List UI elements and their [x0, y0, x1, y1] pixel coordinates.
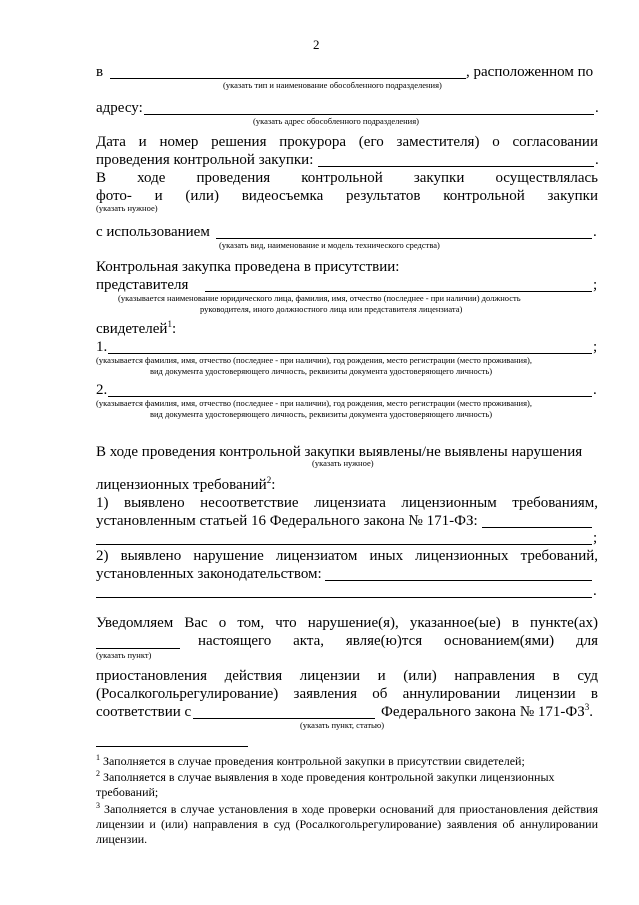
notice-point-field[interactable] [96, 648, 180, 649]
violations-text: лицензионных требований [96, 477, 267, 493]
notice-line-1: Уведомляем Вас о том, что нарушение(я), указанное(ые) в пункте(ах) [96, 615, 598, 631]
word: В [96, 170, 107, 186]
notice-line-2: настоящего акта, являе(ю)тся основанием(ями) для [198, 633, 598, 649]
witness-2-hint-2: вид документа удостоверяющего личность, реквизиты документа удостоверяющего личность) [150, 409, 493, 419]
using-end: . [593, 224, 597, 240]
word: контрольной [301, 170, 383, 186]
address-label: адресу: [96, 100, 143, 116]
footnote-number: 3 [96, 801, 100, 810]
address-field[interactable] [144, 114, 594, 115]
notice-line-5-prefix: соответствии с [96, 704, 192, 720]
witness-1-number: 1. [96, 339, 108, 355]
address-end: . [595, 100, 599, 116]
representative-field[interactable] [205, 291, 592, 292]
word: осуществлялась [495, 170, 598, 186]
notice-line-5-suffix [381, 703, 593, 721]
witness-2-number: 2. [96, 382, 108, 398]
representative-hint-2: руководителя, иного должностного лица или представителя лицензиата) [200, 304, 463, 314]
violation-item-1-end: ; [593, 530, 598, 546]
witness-1-field[interactable] [108, 353, 592, 354]
subdivision-type-hint: (указать тип и наименование обособленного подразделения) [223, 80, 442, 90]
footnote-ref-2: 2 [266, 475, 272, 485]
violation-item-2-line-1: 2) выявлено нарушение лицензиатом иных лицензионных требований, [96, 548, 598, 564]
witness-1-end: ; [593, 339, 598, 355]
footnote-2 [96, 770, 598, 800]
prosecutor-end: . [595, 152, 599, 168]
v-prefix: в [96, 64, 104, 80]
witness-1-hint-1: (указывается фамилия, имя, отчество (последнее - при наличии), год рождения, место регистрации (место проживания), [96, 355, 532, 365]
prosecutor-decision-field[interactable] [318, 166, 594, 167]
colon: : [171, 321, 177, 337]
representative-end: ; [593, 277, 598, 293]
word: результатов [346, 188, 421, 204]
technical-means-hint: (указать вид, наименование и модель технического средства) [219, 240, 440, 250]
footnote-1 [96, 754, 598, 769]
violation-item-2-field-b[interactable] [96, 597, 592, 598]
word: проведения [196, 170, 271, 186]
word: контрольной [443, 188, 525, 204]
violations-line-2 [96, 476, 275, 494]
representative-label: представителя [96, 277, 189, 293]
photo-row-2 [96, 187, 598, 205]
colon: : [271, 477, 276, 493]
representative-hint-1: (указывается наименование юридического лица, фамилия, имя, отчество (последнее - при наличии) должность [118, 293, 521, 303]
word: (или) [185, 188, 219, 204]
article-hint: (указать пункт, статью) [300, 720, 385, 730]
notice-line-3: приостановления действия лицензии и (или) направления в суд [96, 668, 598, 684]
footnote-separator [96, 746, 248, 747]
violations-line-1: В ходе проведения контрольной закупки выявлены/не выявлены нарушения [96, 444, 583, 460]
footnote-text: Заполняется в случае выявления в ходе проведения контрольной закупки лицензионных требований; [96, 770, 555, 799]
word: фото- [96, 188, 132, 204]
violation-item-2-field-a[interactable] [325, 580, 592, 581]
address-hint: (указать адрес обособленного подразделения) [253, 116, 419, 126]
footnote-3 [96, 802, 598, 847]
footnote-text: Заполняется в случае установления в ходе проверки оснований для приостановления действия лицензии и (или) направления в суд (Росалкогольрегулирование) заявления об аннулировании лицензии. [96, 802, 598, 846]
violation-item-1-field-a[interactable] [482, 527, 592, 528]
page-number: 2 [313, 37, 320, 52]
presence-heading: Контрольная закупка проведена в присутствии: [96, 259, 400, 275]
word: видеосъемка [241, 188, 324, 204]
law-text: Федерального закона № 171-ФЗ [381, 704, 585, 720]
footnote-number: 1 [96, 753, 100, 762]
witness-2-end: . [593, 382, 597, 398]
violation-item-2-end: . [593, 583, 597, 599]
footnote-ref-1: 1 [167, 319, 172, 329]
word: закупки [413, 170, 465, 186]
violation-item-2-line-2: установленных законодательством: [96, 566, 322, 582]
article-field[interactable] [193, 718, 375, 719]
prosecutor-line-2: проведения контрольной закупки: [96, 152, 314, 168]
photo-row-1 [96, 169, 598, 187]
notice-line-4: (Росалкогольрегулирование) заявления об аннулировании лицензии в [96, 686, 598, 702]
witness-2-field[interactable] [108, 396, 592, 397]
located-at-text: , расположенном по [466, 64, 594, 80]
footnote-ref-3: 3 [584, 702, 590, 712]
violation-item-1-field-b[interactable] [96, 544, 592, 545]
word: ходе [137, 170, 166, 186]
notice-point-hint: (указать пункт) [96, 650, 152, 660]
word: и [154, 188, 163, 204]
technical-means-field[interactable] [216, 238, 592, 239]
period: . [589, 704, 593, 720]
prosecutor-line-1: Дата и номер решения прокурора (его заместителя) о согласовании [96, 134, 598, 150]
footnote-text: Заполняется в случае проведения контрольной закупки в присутствии свидетелей; [103, 754, 525, 768]
violation-item-1-line-1: 1) выявлено несоответствие лицензиата лицензионным требованиям, [96, 495, 598, 511]
witness-1-hint-2: вид документа удостоверяющего личность, реквизиты документа удостоверяющего личность) [150, 366, 493, 376]
violation-item-1-line-2: установленным статьей 16 Федерального закона № 171-ФЗ: [96, 513, 478, 529]
word: закупки [547, 188, 598, 204]
witness-2-hint-1: (указывается фамилия, имя, отчество (последнее - при наличии), год рождения, место регистрации (место проживания), [96, 398, 532, 408]
photo-hint: (указать нужное) [96, 203, 158, 213]
footnote-number: 2 [96, 769, 100, 778]
witnesses-text: свидетелей [96, 321, 168, 337]
witnesses-label [96, 320, 176, 338]
subdivision-type-field[interactable] [110, 78, 466, 79]
using-label: с использованием [96, 224, 210, 240]
violations-hint: (указать нужное) [312, 458, 374, 468]
